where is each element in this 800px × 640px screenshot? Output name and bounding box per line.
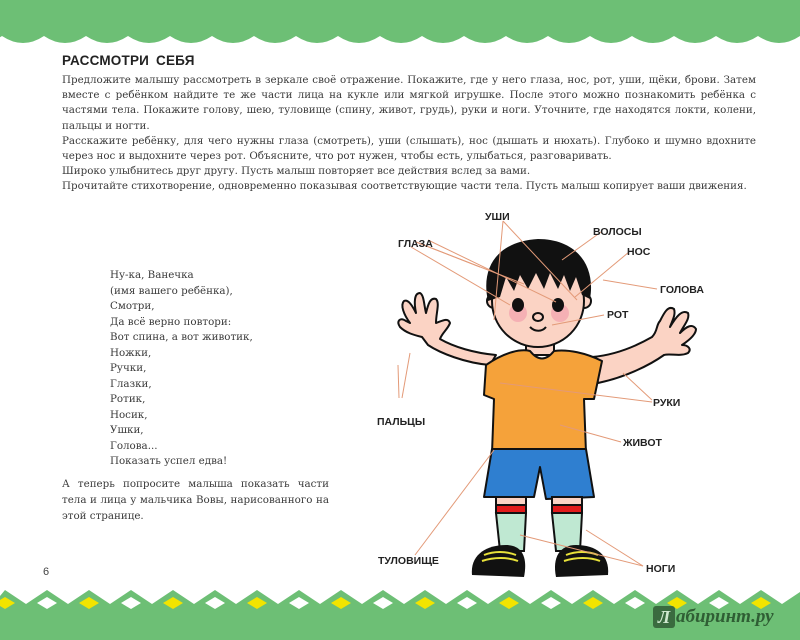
intro-paragraph: Расскажите ребёнку, для чего нужны глаза (смотреть), уши (слышать), нос (дышать и нюхать). Глубоко и шумно вдохните через нос и выдохните через рот. Объясните, что рот нужен, чтобы есть, улыбаться, разговаривать. xyxy=(62,134,756,163)
label-torso: ТУЛОВИЩЕ xyxy=(378,555,439,567)
labirint-watermark xyxy=(653,606,774,628)
label-mouth: РОТ xyxy=(607,309,629,321)
intro-paragraph: Прочитайте стихотворение, одновременно показывая соответствующие части тела. Пусть малыш копирует ваши движения. xyxy=(62,180,747,193)
orange-shirt xyxy=(484,350,602,453)
labirint-logo-icon: Л xyxy=(653,606,675,628)
outro-text: А теперь попросите малыша показать части тела и лица у мальчика Вовы, нарисованного на этой странице. xyxy=(62,478,329,522)
poem-line: Ручки, xyxy=(110,362,147,374)
label-eyes: ГЛАЗА xyxy=(398,238,433,250)
top-green-border xyxy=(0,0,800,50)
page-title: РАССМОТРИ СЕБЯ xyxy=(62,53,195,68)
blue-shorts xyxy=(484,449,594,499)
poem-line: Носик, xyxy=(110,408,148,421)
labirint-logo-text: абиринт.ру xyxy=(676,606,774,627)
poem-line: Вот спина, а вот животик, xyxy=(110,331,253,343)
head xyxy=(486,239,591,347)
intro-paragraph: Предложите малышу рассмотреть в зеркале своё отражение. Покажите, где у него глаза, нос, рот, уши, щёки, брови. Затем вместе с ребёнком найдите те же части лица на кукле или мягкой игрушке. После этого можно познакомить ребёнка с частями тела. Покажите голову, шею, туловище (спину, живот, грудь), руки и ноги. Уточните, где находятся локти, колени, пальцы и ногти. xyxy=(62,74,756,132)
poem-line: Ну-ка, Ванечка xyxy=(110,269,194,281)
label-head: ГОЛОВА xyxy=(660,284,704,296)
poem-line: Голова... xyxy=(110,439,158,452)
poem xyxy=(110,268,253,470)
intro-paragraph: Широко улыбнитесь друг другу. Пусть малыш повторяет все действия вслед за вами. xyxy=(62,165,531,178)
page-number: 6 xyxy=(43,566,50,578)
poem-line: Показать успел едва! xyxy=(110,455,228,467)
shoes xyxy=(472,545,608,577)
intro-text xyxy=(62,73,756,195)
poem-line: Смотри, xyxy=(110,300,155,312)
poem-line: Глазки, xyxy=(110,377,152,390)
poem-line: Ротик, xyxy=(110,393,146,405)
label-nose: НОС xyxy=(627,246,651,258)
label-fingers: ПАЛЬЦЫ xyxy=(377,416,426,428)
label-arms: РУКИ xyxy=(653,397,681,409)
poem-line: Ножки, xyxy=(110,346,152,359)
poem-line: (имя вашего ребёнка), xyxy=(110,284,233,297)
label-hair: ВОЛОСЫ xyxy=(593,226,642,238)
label-belly: ЖИВОТ xyxy=(623,437,662,449)
label-legs: НОГИ xyxy=(646,563,676,575)
legs xyxy=(496,497,582,551)
label-ears: УШИ xyxy=(485,211,510,223)
left-arm xyxy=(398,293,496,365)
poem-line: Да всё верно повтори: xyxy=(110,315,232,328)
boy-illustration xyxy=(370,205,710,590)
poem-line: Ушки, xyxy=(110,424,144,436)
